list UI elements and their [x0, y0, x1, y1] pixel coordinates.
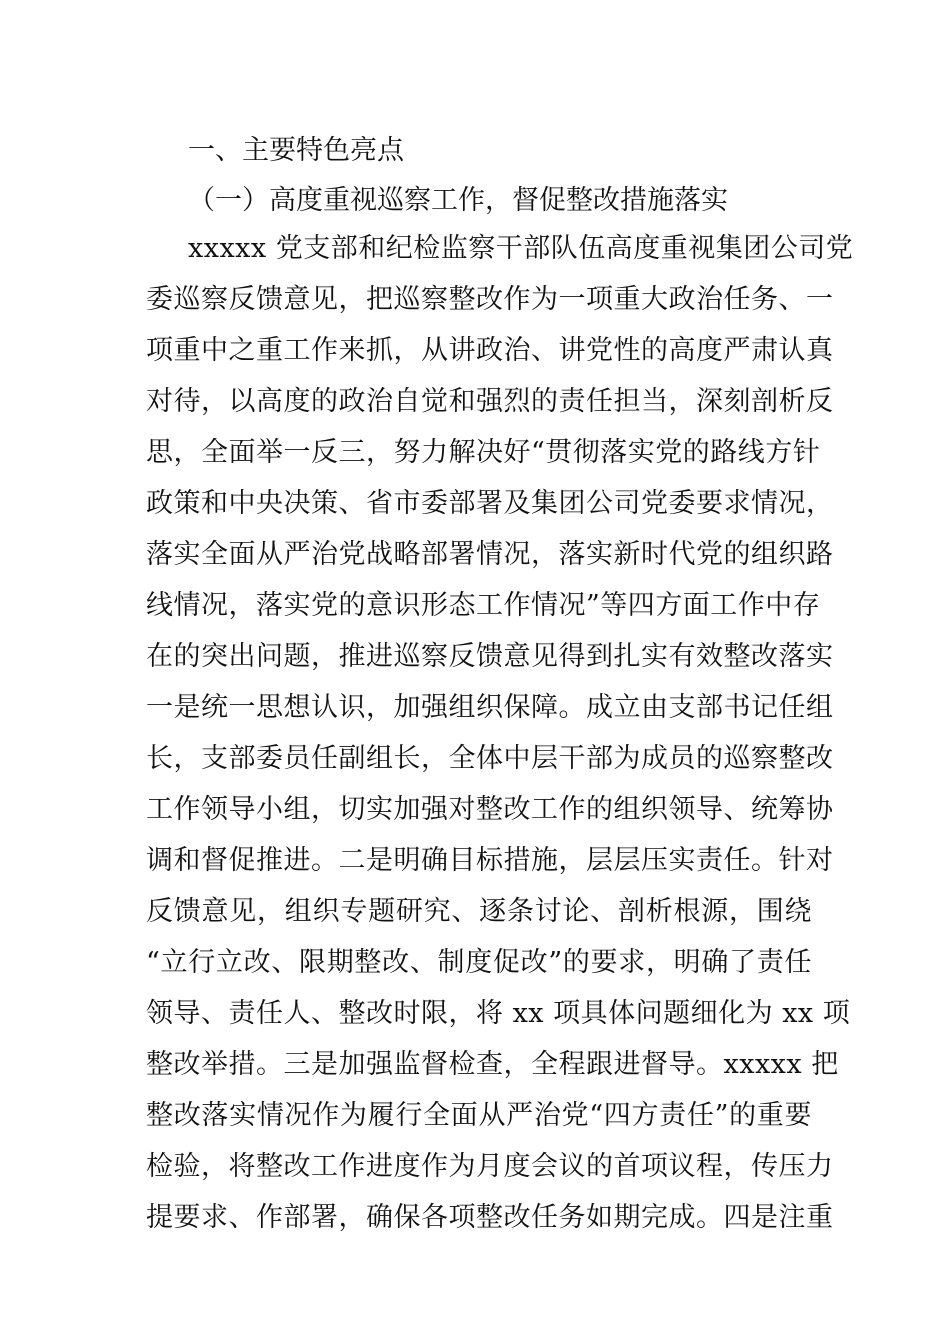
text-line: 整改落实情况作为履行全面从严治党“四方责任”的重要	[146, 1100, 812, 1131]
text-line: 思，全面举一反三，努力解决好“贯彻落实党的路线方针	[146, 437, 821, 468]
text-line: 在的突出问题，推进巡察反馈意见得到扎实有效整改落实	[146, 641, 834, 672]
text-line: 线情况，落实党的意识形态工作情况”等四方面工作中存	[146, 590, 821, 621]
text-line: 检验，将整改工作进度作为月度会议的首项议程，传压力	[146, 1151, 834, 1182]
text-line: 工作领导小组，切实加强对整改工作的组织领导、统筹协	[146, 794, 834, 825]
text-line: “立行立改、限期整改、制度促改”的要求，明确了责任	[146, 947, 812, 978]
text-line: 长，支部委员任副组长，全体中层干部为成员的巡察整改	[146, 743, 834, 774]
text-line: 整改举措。三是加强监督检查，全程跟进督导。xxxxx 把	[146, 1049, 839, 1080]
text-line: 调和督促推进。二是明确目标措施，层层压实责任。针对	[146, 845, 834, 876]
text-line: 委巡察反馈意见，把巡察整改作为一项重大政治任务、一	[146, 284, 834, 315]
text-line: 提要求、作部署，确保各项整改任务如期完成。四是注重	[146, 1202, 834, 1233]
text-line: 一是统一思想认识，加强组织保障。成立由支部书记任组	[146, 692, 834, 723]
body-paragraph	[146, 232, 854, 1252]
text-line: 项重中之重工作来抓，从讲政治、讲党性的高度严肃认真	[146, 335, 834, 366]
text-line: 反馈意见，组织专题研究、逐条讨论、剖析根源，围绕	[146, 896, 812, 927]
text-line: xxxxx 党支部和纪检监察干部队伍高度重视集团公司党	[188, 233, 854, 264]
subsection-heading: （一）高度重视巡察工作，督促整改措施落实	[188, 185, 728, 216]
text-line: 领导、责任人、整改时限，将 xx 项具体问题细化为 xx 项	[146, 998, 851, 1029]
text-line: 对待，以高度的政治自觉和强烈的责任担当，深刻剖析反	[146, 386, 834, 417]
text-line: 落实全面从严治党战略部署情况，落实新时代党的组织路	[146, 539, 834, 570]
text-line: 政策和中央决策、省市委部署及集团公司党委要求情况，	[146, 488, 834, 519]
section-heading: 一、主要特色亮点	[188, 135, 404, 166]
